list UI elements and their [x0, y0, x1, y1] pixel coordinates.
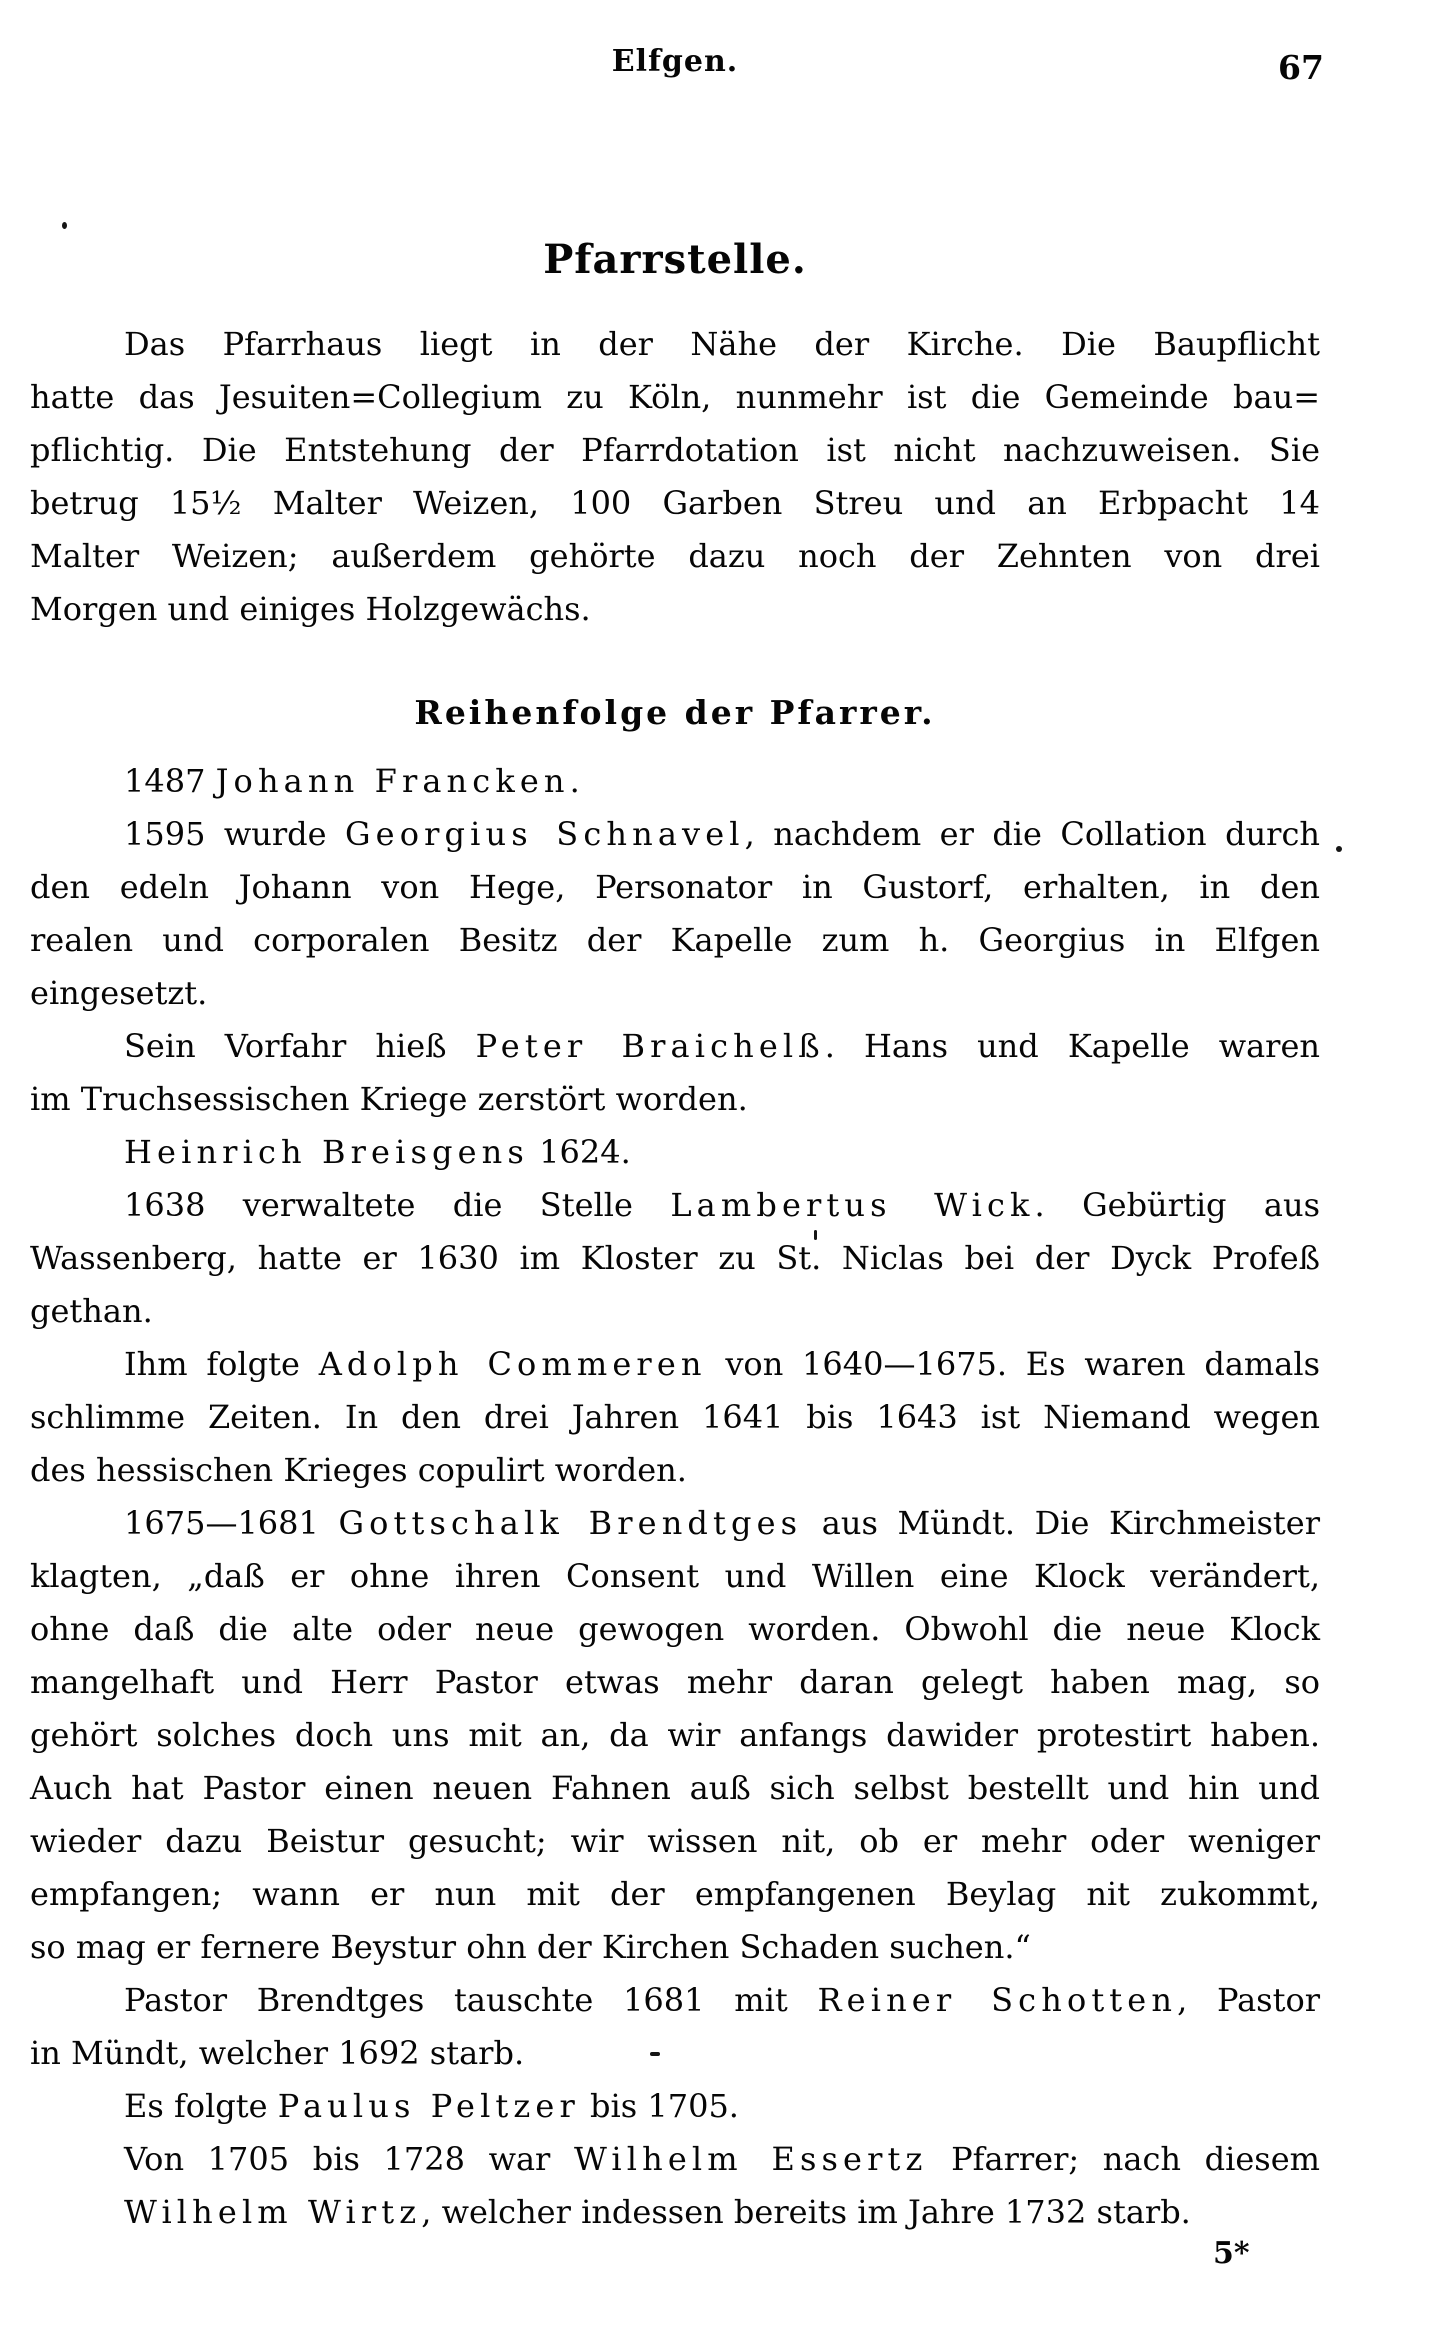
text-line: [30, 1974, 1320, 2027]
text-segment: , Pastor: [1177, 1981, 1321, 2019]
text-line: [30, 1126, 1320, 1179]
text-line: [30, 1232, 1320, 1285]
text-segment: 1675—1681: [124, 1504, 339, 1542]
text-line: [30, 1338, 1320, 1391]
text-line: [30, 1020, 1320, 1073]
text-line: [30, 1391, 1320, 1444]
text-segment: .: [569, 762, 580, 800]
text-segment: im Truchsessischen Kriege zerstört worden.: [30, 1080, 748, 1118]
text-line: [30, 2186, 1320, 2239]
text-segment: in Mündt, welcher 1692 starb.: [30, 2034, 525, 2072]
running-header: Elfgen.: [611, 44, 739, 79]
text-line: [30, 2080, 1320, 2133]
text-line: [30, 967, 1320, 1020]
ink-speck: [1336, 846, 1342, 852]
text-segment: 1595 wurde: [124, 815, 345, 853]
text-segment: Das Pfarrhaus liegt in der Nähe der Kirche. Die Baupflicht: [124, 325, 1320, 363]
text-line: [30, 1073, 1320, 1126]
text-line: [30, 861, 1320, 914]
person-name: Lambertus Wick: [670, 1186, 1035, 1224]
text-line: [30, 477, 1320, 530]
person-name: Wilhelm Essertz: [573, 2140, 928, 2178]
text-segment: aus Mündt. Die Kirchmeister: [802, 1504, 1321, 1542]
text-segment: Von 1705 bis 1728 war: [124, 2140, 574, 2178]
person-name: Heinrich Breisgens: [124, 1133, 529, 1171]
text-line: [30, 1603, 1320, 1656]
text-segment: , welcher indessen bereits im Jahre 1732 starb.: [421, 2193, 1191, 2231]
text-line: [30, 1815, 1320, 1868]
page-title: Pfarrstelle.: [543, 236, 807, 283]
text-segment: Auch hat Pastor einen neuen Fahnen auß sich selbst bestellt und hin und: [30, 1769, 1320, 1807]
text-segment: bis 1705.: [579, 2087, 739, 2125]
text-line: [30, 1762, 1320, 1815]
text-segment: Ihm folgte: [124, 1345, 319, 1383]
text-segment: 1487: [124, 762, 216, 800]
text-segment: so mag er fernere Beystur ohn der Kirchen Schaden suchen.“: [30, 1928, 1031, 1966]
text-line: [30, 1179, 1320, 1232]
section-heading: Reihenfolge der Pfarrer.: [414, 693, 936, 732]
text-segment: eingesetzt.: [30, 974, 208, 1012]
text-segment: Es folgte: [124, 2087, 278, 2125]
text-line: [30, 1285, 1320, 1338]
text-segment: Malter Weizen; außerdem gehörte dazu noch der Zehnten von drei: [30, 537, 1320, 575]
text-line: [30, 1497, 1320, 1550]
signature-mark: 5*: [1213, 2236, 1250, 2271]
text-segment: empfangen; wann er nun mit der empfangenen Beylag nit zukommt,: [30, 1875, 1320, 1913]
text-segment: schlimme Zeiten. In den drei Jahren 1641 bis 1643 ist Niemand wegen: [30, 1398, 1320, 1436]
text-line: [30, 1921, 1320, 1974]
text-segment: Pfarrer; nach diesem: [927, 2140, 1321, 2178]
text-flow: [30, 318, 1320, 2239]
text-segment: betrug 15½ Malter Weizen, 100 Garben Streu und an Erbpacht 14: [30, 484, 1320, 522]
text-line: [30, 808, 1320, 861]
person-name: Adolph Commeren: [318, 1345, 707, 1383]
text-segment: hatte das Jesuiten=Collegium zu Köln, nunmehr ist die Gemeinde bau=: [30, 378, 1320, 416]
text-line: [30, 2027, 1320, 2080]
text-line: [30, 583, 1320, 636]
person-name: Wilhelm Wirtz: [124, 2193, 422, 2231]
text-segment: Sein Vorfahr hieß: [124, 1027, 476, 1065]
person-name: Johann Francken: [215, 762, 570, 800]
text-line: [30, 914, 1320, 967]
text-segment: klagten, „daß er ohne ihren Consent und Willen eine Klock verändert,: [30, 1557, 1320, 1595]
text-line: [30, 318, 1320, 371]
text-segment: von 1640—1675. Es waren damals: [706, 1345, 1321, 1383]
text-segment: Wassenberg, hatte er 1630 im Kloster zu St. Niclas bei der Dyck Profeß: [30, 1239, 1320, 1277]
text-segment: wieder dazu Beistur gesucht; wir wissen nit, ob er mehr oder weniger: [30, 1822, 1320, 1860]
text-segment: realen und corporalen Besitz der Kapelle zum h. Georgius in Elfgen: [30, 921, 1320, 959]
person-name: Peter Braichelß: [475, 1027, 825, 1065]
text-segment: 1638 verwaltete die Stelle: [124, 1186, 671, 1224]
text-segment: pflichtig. Die Entstehung der Pfarrdotation ist nicht nachzuweisen. Sie: [30, 431, 1320, 469]
text-segment: 1624.: [528, 1133, 631, 1171]
text-segment: Pastor Brendtges tauschte 1681 mit: [124, 1981, 818, 2019]
text-line: [30, 1550, 1320, 1603]
text-segment: , nachdem er die Collation durch: [744, 815, 1321, 853]
text-segment: den edeln Johann von Hege, Personator in Gustorf, erhalten, in den: [30, 868, 1320, 906]
person-name: Georgius Schnavel: [345, 815, 745, 853]
text-line: [30, 1656, 1320, 1709]
text-segment: mangelhaft und Herr Pastor etwas mehr daran gelegt haben mag, so: [30, 1663, 1320, 1701]
text-line: [30, 1444, 1320, 1497]
text-line: [30, 1709, 1320, 1762]
text-line: [30, 2133, 1320, 2186]
text-segment: Morgen und einiges Holzgewächs.: [30, 590, 591, 628]
text-line: [30, 1868, 1320, 1921]
person-name: Reiner Schotten: [817, 1981, 1178, 2019]
text-line: [30, 371, 1320, 424]
ink-speck: [62, 222, 67, 229]
page-number: 67: [1278, 48, 1324, 87]
text-segment: gehört solches doch uns mit an, da wir anfangs dawider protestirt haben.: [30, 1716, 1320, 1754]
person-name: Paulus Peltzer: [277, 2087, 580, 2125]
text-segment: ohne daß die alte oder neue gewogen worden. Obwohl die neue Klock: [30, 1610, 1320, 1648]
text-segment: . Hans und Kapelle waren: [824, 1027, 1321, 1065]
text-segment: . Gebürtig aus: [1034, 1186, 1321, 1224]
text-segment: des hessischen Krieges copulirt worden.: [30, 1451, 687, 1489]
text-line: [30, 755, 1320, 808]
text-line: [30, 424, 1320, 477]
text-line: [30, 530, 1320, 583]
person-name: Gottschalk Brendtges: [338, 1504, 803, 1542]
text-segment: gethan.: [30, 1292, 153, 1330]
